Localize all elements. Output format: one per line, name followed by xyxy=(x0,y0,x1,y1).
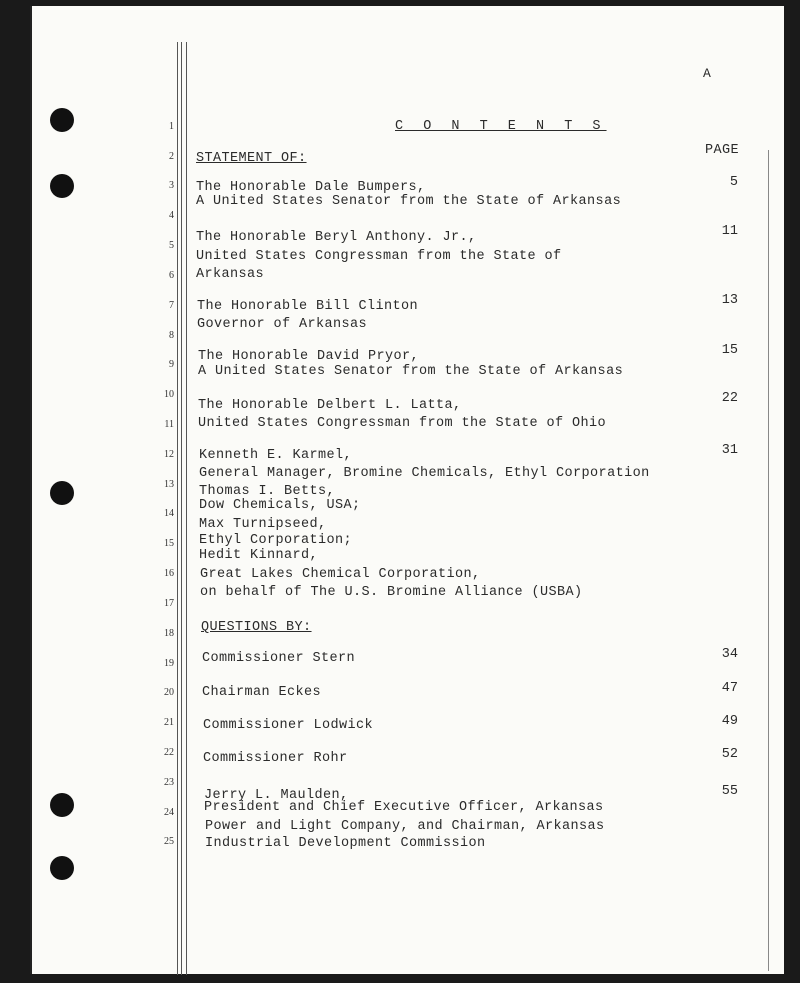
line-number: 3 xyxy=(169,180,174,191)
entry-line: Industrial Development Commission xyxy=(205,836,486,851)
line-number: 23 xyxy=(164,777,174,788)
entry-line: Jerry L. Maulden, xyxy=(204,788,349,803)
line-number: 6 xyxy=(169,270,174,281)
question-page: 34 xyxy=(721,647,738,662)
question-page: 47 xyxy=(721,681,738,696)
margin-rule xyxy=(186,42,187,975)
line-number: 25 xyxy=(164,836,174,847)
line-number: 10 xyxy=(164,389,174,400)
binder-hole-icon xyxy=(50,481,74,505)
question-name: Commissioner Lodwick xyxy=(203,718,374,733)
line-number: 19 xyxy=(164,658,174,669)
entry-line: Kenneth E. Karmel, xyxy=(199,448,353,463)
entry-line: United States Congressman from the State of Ohio xyxy=(198,416,607,431)
entry-line: Ethyl Corporation; xyxy=(199,533,353,548)
line-number: 7 xyxy=(169,300,174,311)
entry-page: 22 xyxy=(721,391,738,406)
entry-line: Max Turnipseed, xyxy=(199,517,327,532)
entry-line: President and Chief Executive Officer, Arkansas xyxy=(204,800,604,815)
questions-by-label: QUESTIONS BY: xyxy=(201,620,312,635)
entry-page: 13 xyxy=(721,293,738,308)
line-number: 13 xyxy=(164,479,174,490)
line-number: 9 xyxy=(169,359,174,370)
line-number: 8 xyxy=(169,330,174,341)
statement-of-label: STATEMENT OF: xyxy=(196,151,307,166)
line-number: 20 xyxy=(164,687,174,698)
entry-line: A United States Senator from the State of Arkansas xyxy=(198,364,624,379)
entry-line: Great Lakes Chemical Corporation, xyxy=(200,567,481,582)
margin-rule xyxy=(181,42,182,975)
entry-line: Arkansas xyxy=(196,267,265,282)
binder-hole-icon xyxy=(50,856,74,880)
entry-line: The Honorable Beryl Anthony. Jr., xyxy=(196,230,477,245)
entry-line: General Manager, Bromine Chemicals, Ethyl Corporation xyxy=(199,466,650,481)
line-number: 15 xyxy=(164,538,174,549)
entry-page: 11 xyxy=(721,224,738,239)
entry-line: The Honorable Bill Clinton xyxy=(197,299,419,314)
entry-page: 15 xyxy=(721,343,738,358)
line-number: 17 xyxy=(164,598,174,609)
right-margin-rule xyxy=(768,150,769,971)
line-number: 16 xyxy=(164,568,174,579)
line-number: 12 xyxy=(164,449,174,460)
entry-line: The Honorable Delbert L. Latta, xyxy=(198,398,462,413)
entry-line: A United States Senator from the State of Arkansas xyxy=(196,194,622,209)
line-number: 24 xyxy=(164,807,174,818)
binder-hole-icon xyxy=(50,174,74,198)
binder-hole-icon xyxy=(50,108,74,132)
entry-line: Dow Chemicals, USA; xyxy=(199,498,361,513)
entry-line: Thomas I. Betts, xyxy=(199,484,336,499)
binder-hole-icon xyxy=(50,793,74,817)
entry-line: United States Congressman from the State of xyxy=(196,249,562,264)
line-number: 14 xyxy=(164,508,174,519)
line-number: 2 xyxy=(169,151,174,162)
line-number: 22 xyxy=(164,747,174,758)
page-column-label: PAGE xyxy=(705,143,740,158)
entry-line: Hedit Kinnard, xyxy=(199,548,319,563)
margin-rule xyxy=(177,42,178,975)
entry-page: 55 xyxy=(721,784,738,799)
line-number: 4 xyxy=(169,210,174,221)
entry-line: Power and Light Company, and Chairman, Arkansas xyxy=(205,819,605,834)
line-number: 1 xyxy=(169,121,174,132)
line-number: 11 xyxy=(164,419,174,430)
question-page: 49 xyxy=(721,714,738,729)
entry-page: 5 xyxy=(729,175,738,190)
page-title: C O N T E N T S xyxy=(395,119,607,134)
question-name: Chairman Eckes xyxy=(202,685,322,700)
question-page: 52 xyxy=(721,747,738,762)
page-letter: A xyxy=(703,66,711,81)
line-number: 5 xyxy=(169,240,174,251)
question-name: Commissioner Rohr xyxy=(203,751,348,766)
line-number: 21 xyxy=(164,717,174,728)
entry-line: The Honorable Dale Bumpers, xyxy=(196,180,426,195)
line-number: 18 xyxy=(164,628,174,639)
entry-page: 31 xyxy=(721,443,738,458)
question-name: Commissioner Stern xyxy=(202,651,356,666)
entry-line: Governor of Arkansas xyxy=(197,317,368,332)
entry-line: The Honorable David Pryor, xyxy=(198,349,420,364)
entry-line: on behalf of The U.S. Bromine Alliance (USBA) xyxy=(200,585,583,600)
